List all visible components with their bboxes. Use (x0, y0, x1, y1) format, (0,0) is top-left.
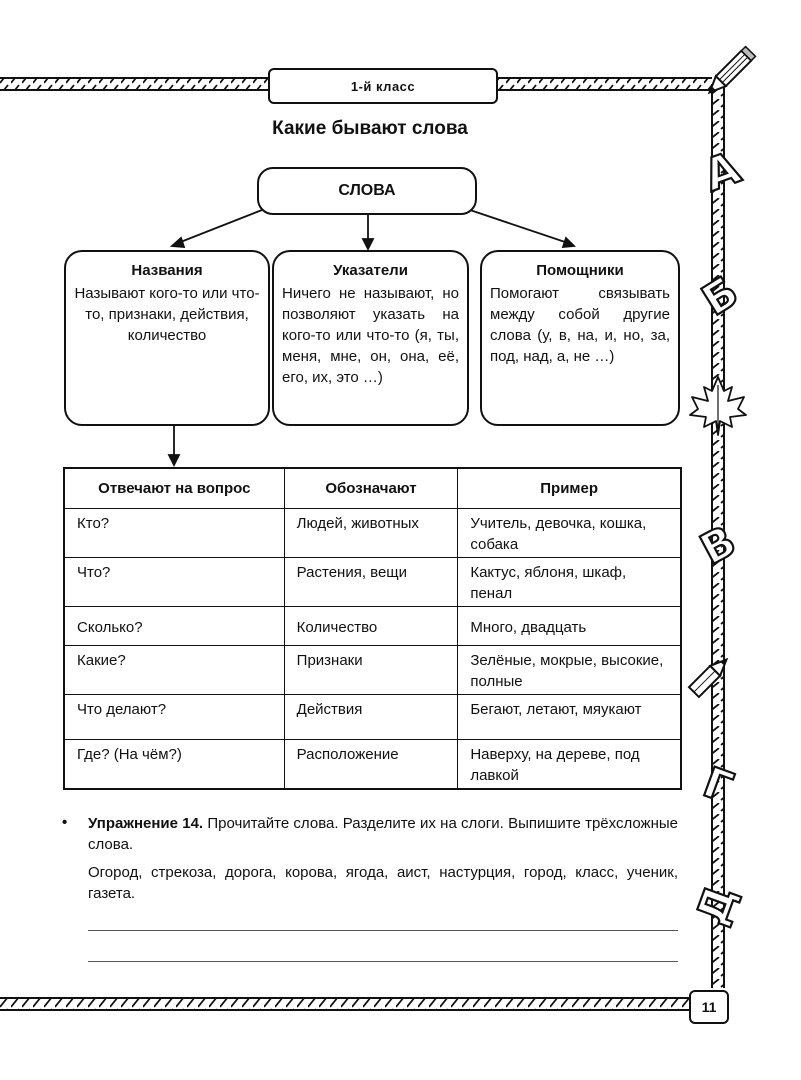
grade-text: 1-й класс (350, 78, 416, 94)
table-cell: Какие? (64, 646, 284, 695)
table-row (64, 695, 681, 740)
table-row (64, 558, 681, 607)
table-cell: Сколько? (64, 607, 284, 646)
pencil-icon (705, 47, 756, 98)
svg-text:В: В (692, 515, 744, 575)
page-number-text: 11 (701, 999, 717, 1015)
diagram-root-label: СЛОВА (338, 182, 396, 199)
svg-text:Г: Г (697, 757, 739, 813)
word-types-table (63, 467, 682, 790)
page-number (689, 990, 729, 1024)
answer-line[interactable] (88, 961, 678, 962)
svg-text:А: А (697, 142, 747, 202)
table-row (64, 646, 681, 695)
letter-block-v (692, 516, 743, 574)
table-cell: Учитель, девочка, кошка, собака (458, 509, 681, 558)
letter-block-a (697, 142, 746, 202)
diagram-root-box (257, 167, 477, 215)
category-box-helpers (480, 250, 680, 426)
table-cell: Людей, животных (284, 509, 458, 558)
category-box-pointers (272, 250, 469, 426)
table-cell: Расположение (284, 740, 458, 790)
bottom-rope-border (0, 998, 689, 1010)
table-cell: Что делают? (64, 695, 284, 740)
category-title: Помощники (536, 262, 624, 279)
table-cell: Признаки (284, 646, 458, 695)
table-header-row (64, 468, 681, 509)
maple-leaf-icon (690, 377, 746, 435)
table-cell: Наверху, на дереве, под лавкой (458, 740, 681, 790)
table-cell: Где? (На чём?) (64, 740, 284, 790)
category-title: Названия (131, 262, 203, 279)
column-header: Пример (458, 468, 681, 509)
table-cell: Кто? (64, 509, 284, 558)
page-title: Какие бывают слова (272, 118, 468, 139)
table-row (64, 740, 681, 790)
category-title: Указатели (333, 262, 408, 279)
table-cell: Зелёные, мокрые, высокие, полные (458, 646, 681, 695)
exercise-instruction-text: Прочитайте слова. Разделите их на слоги. Выпишите трёхсложные слова. (88, 815, 679, 853)
letter-block-g (697, 757, 739, 812)
svg-text:Б: Б (693, 266, 747, 326)
column-header: Обозначают (284, 468, 458, 509)
table-cell: Много, двадцать (458, 607, 681, 646)
table-cell: Что? (64, 558, 284, 607)
exercise-word-list: Огород, стрекоза, дорога, корова, ягода, аист, настурция, город, класс, ученик, газета. (88, 864, 678, 902)
letter-block-b (693, 267, 746, 326)
table-row (64, 509, 681, 558)
column-header: Отвечают на вопрос (64, 468, 284, 509)
category-box-names (64, 250, 270, 426)
exercise-bullet: • (62, 814, 68, 831)
category-description: Называют кого-то или что-то, признаки, действия, количество (74, 285, 260, 344)
table-cell: Количество (284, 607, 458, 646)
category-description: Помогают связывать между собой другие слова (у, в, на, и, но, за, под, над, а, не …) (490, 285, 670, 365)
table-cell: Кактус, яблоня, шкаф, пенал (458, 558, 681, 607)
pencil-icon (689, 655, 731, 697)
exercise-label: Упражнение 14. (88, 815, 204, 832)
exercise-instruction (88, 813, 678, 855)
table-cell: Действия (284, 695, 458, 740)
svg-text:Д: Д (686, 879, 746, 931)
table-row (64, 607, 681, 646)
table-cell: Растения, вещи (284, 558, 458, 607)
answer-line[interactable] (88, 930, 678, 931)
table-cell: Бегают, летают, мяукают (458, 695, 681, 740)
category-description: Ничего не называют, но позволяют указать на кого-то или что-то (я, ты, меня, мне, он, она, её, его, их, это …) (282, 285, 459, 386)
letter-block-d (687, 879, 746, 931)
grade-label (268, 68, 498, 104)
